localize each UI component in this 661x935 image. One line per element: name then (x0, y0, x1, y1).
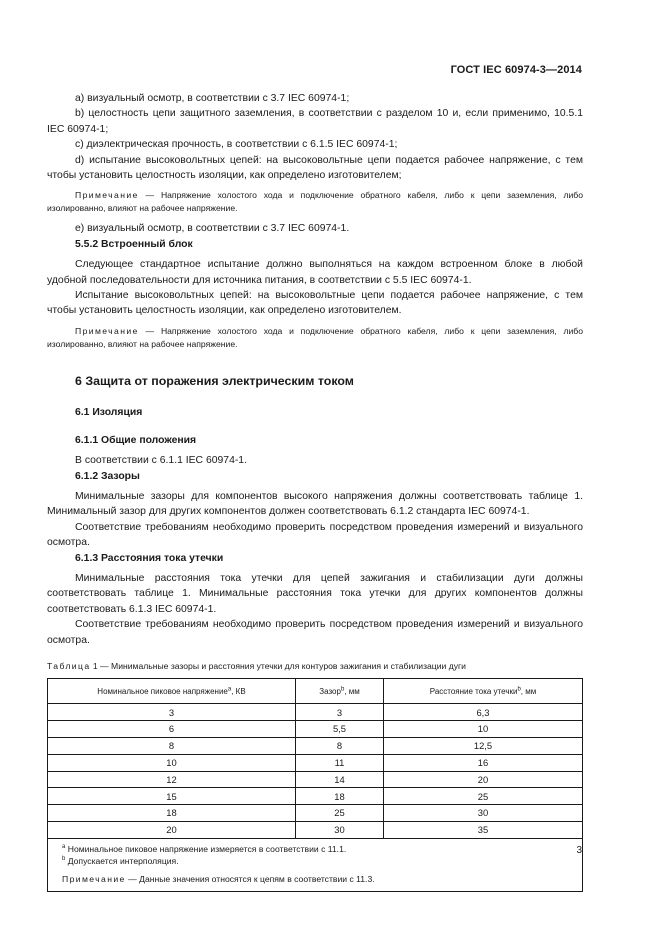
heading-6-1: 6.1 Изоляция (75, 407, 143, 419)
table-row: 10 11 16 (48, 754, 583, 771)
heading-6-1-1: 6.1.1 Общие положения (75, 434, 197, 446)
table-row: 12 14 20 (48, 771, 583, 788)
caption-label: Таблица (47, 660, 91, 671)
table-note: Примечание — Данные значения относятся к цепям в соответствии с 11.3. (62, 873, 375, 884)
table-row: 6 5,5 10 (48, 721, 583, 738)
list-item-d: d) испытание высоковольтных цепей: на высоковольтные цепи подается рабочее напряжение, с тем чтобы установить целостность изоляции, как определено изготовителем; (47, 154, 583, 182)
column-header: Расстояние тока утечки$^b$, мм (384, 679, 583, 704)
table-footnotes (48, 838, 583, 891)
paragraph: Следующее стандартное испытание должно выполняться на каждом встроенном блоке в любой удобной последовательности для источника питания, в соответствии с 5.5 IEC 60974-1. (47, 259, 583, 286)
heading-6-1-2: 6.1.2 Зазоры (75, 470, 140, 482)
table-header-row (48, 679, 583, 704)
table-row: 3 3 6,3 (48, 704, 583, 721)
table-row: 8 8 12,5 (48, 737, 583, 754)
paragraph: Соответствие требованиям необходимо проверить посредством проведения измерений и визуального осмотра. (47, 619, 583, 646)
table-caption (47, 659, 583, 674)
column-header: Номинальное пиковое напряжение$^a$, КВ (48, 679, 296, 704)
paragraph: В соответствии с 6.1.1 IEC 60974-1. (75, 455, 247, 467)
list-item-b: b) целостность цепи защитного заземления, в соответствии с разделом 10 и, если применимо, 10.5.1 IEC 60974-1; (47, 108, 583, 135)
table-row: 18 25 30 (48, 805, 583, 822)
standard-header: ГОСТ IEC 60974-3—2014 (450, 64, 582, 76)
heading-6-1-3: 6.1.3 Расстояния тока утечки (75, 552, 224, 564)
list-item-e: e) визуальный осмотр, в соответствии с 3.7 IEC 60974-1. (75, 223, 350, 235)
column-header: Зазор$^b$, мм (296, 679, 384, 704)
note-text: — Напряжение холостого хода и подключение обратного кабеля, либо к цепи заземления, либо изолированно, влияют на рабочее напряжение. (47, 190, 583, 214)
note-label: Примечание (75, 190, 139, 201)
paragraph: Минимальные зазоры для компонентов высокого напряжения должны соответствовать таблице 1. Минимальный зазор для других компонентов должен соответствовать 6.1.2 стандарта IEC 60974-1. (47, 490, 583, 518)
paragraph: Испытание высоковольтных цепей: на высоковольтные цепи подается рабочее напряжение, с тем чтобы установить целостность изоляции, как определено изготовителем. (47, 290, 583, 317)
caption-text: 1 — Минимальные зазоры и расстояния утечки для контуров зажигания и стабилизации дуги (92, 660, 466, 671)
table-row: 20 30 35 (48, 821, 583, 838)
footnote-b: $^b$ Допускается интерполяция. (62, 855, 179, 866)
list-item-a: a) визуальный осмотр, в соответствии с 3.7 IEC 60974-1; (75, 93, 350, 104)
paragraph: Минимальные расстояния тока утечки для цепей зажигания и стабилизации дуги должны соответствовать таблице 1. Минимальные расстояния тока утечки для других компонентов должны соответствовать 6.1.3 IEC 60974-1. (47, 572, 583, 615)
page-content (47, 91, 583, 892)
table-footnotes-row (48, 838, 583, 891)
paragraph: Соответствие требованиям необходимо проверить посредством проведения измерений и визуального осмотра. (47, 521, 583, 549)
heading-6: 6 Защита от поражения электрическим током (75, 373, 354, 388)
note-1 (47, 189, 583, 215)
footnote-a: $^a$ Номинальное пиковое напряжение измеряется в соответствии с 11.1. (62, 843, 347, 854)
clearance-table (47, 678, 583, 891)
note-2 (47, 325, 583, 351)
note-text: — Напряжение холостого хода и подключение обратного кабеля, либо к цепи заземления, либо изолированно, влияют на рабочее напряжение. (47, 325, 583, 349)
heading-5-5-2: 5.5.2 Встроенный блок (75, 238, 193, 250)
list-item-c: c) диэлектрическая прочность, в соответствии с 6.1.5 IEC 60974-1; (75, 139, 398, 151)
page-number: 3 (576, 845, 582, 856)
table-row: 15 18 25 (48, 788, 583, 805)
note-label: Примечание (75, 325, 139, 336)
